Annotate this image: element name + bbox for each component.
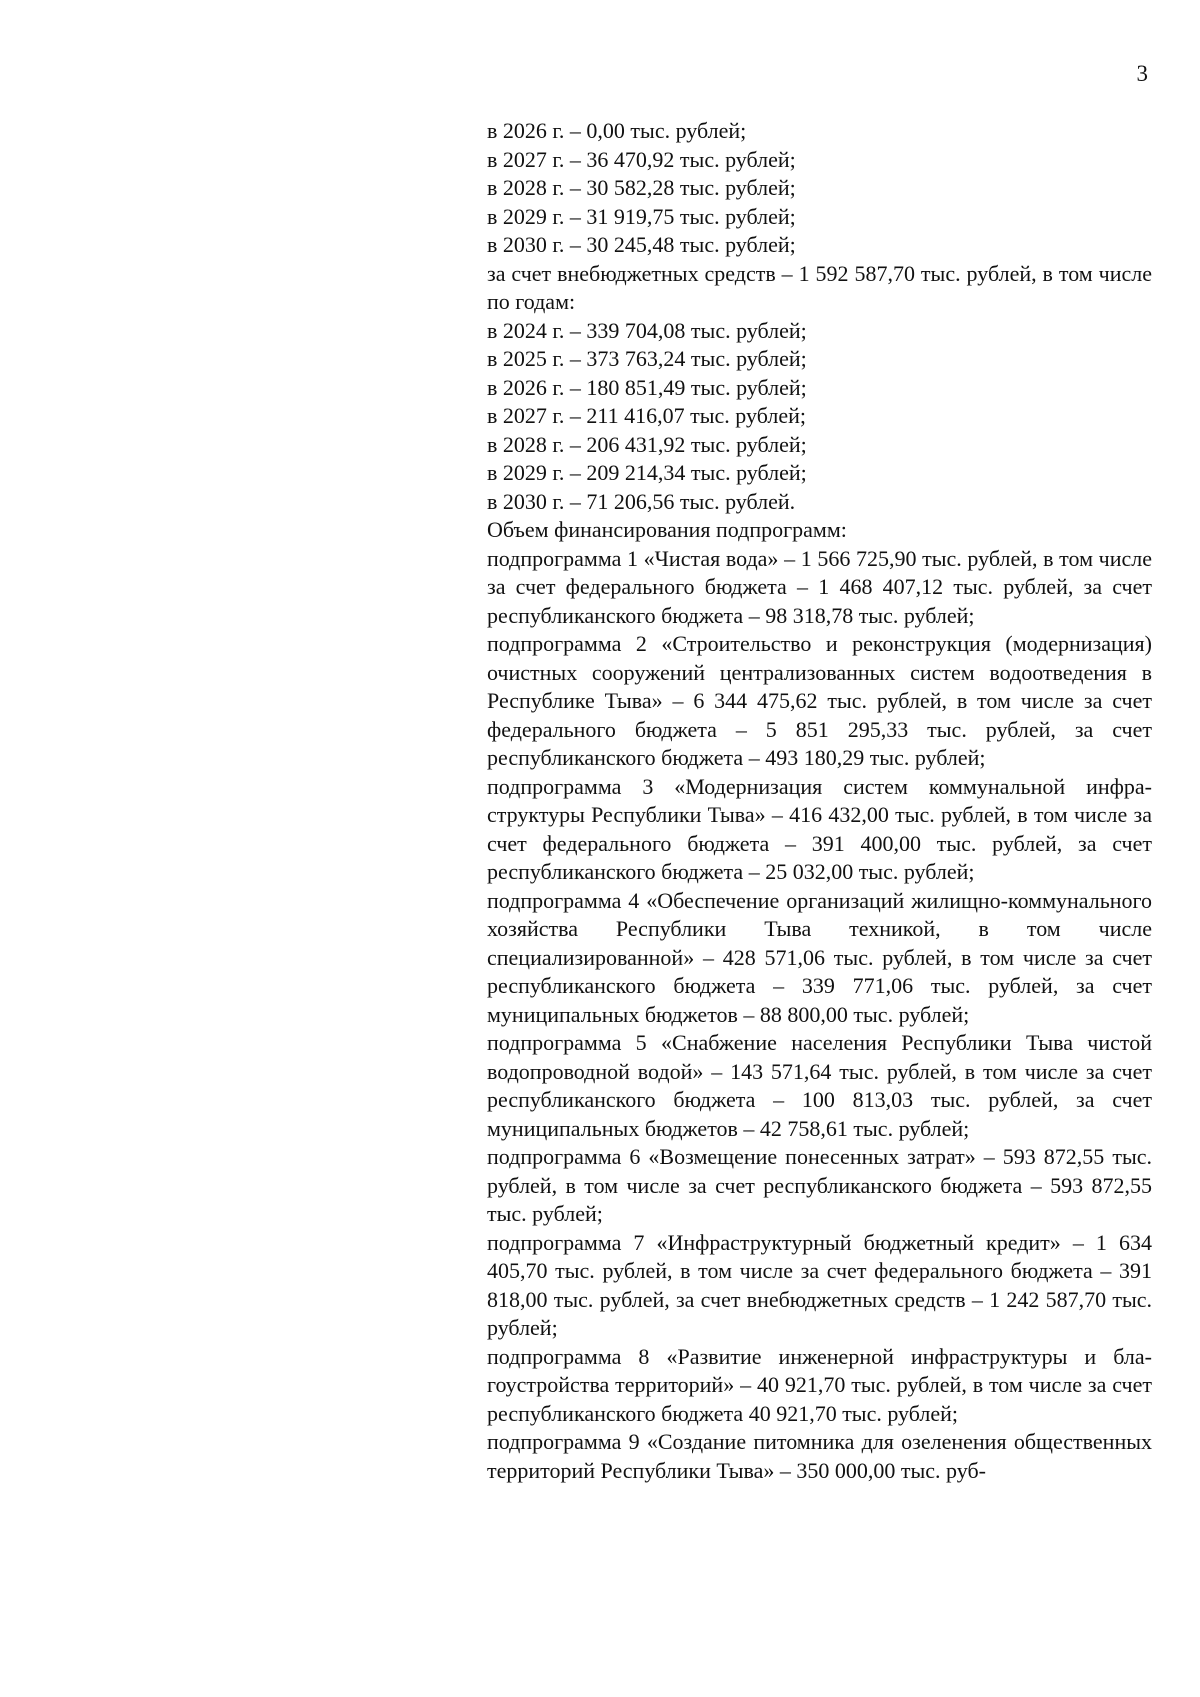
extrabudget-intro: за счет внебюджетных средств – 1 592 587,70 тыс. рублей, в том числе по годам: — [487, 260, 1152, 314]
subprogram-6: подпрограмма 6 «Возмещение понесенных затрат» – 593 872,55 тыс. рублей, в том числе за счет республиканского бюджета – 593 872,55 тыс. рублей; — [487, 1144, 1152, 1226]
extrabudget-year-2028: в 2028 г. – 206 431,92 тыс. рублей; — [487, 431, 807, 457]
year-line-2029: в 2029 г. – 31 919,75 тыс. рублей; — [487, 203, 796, 229]
subprograms-heading: Объем финансирования подпрограмм: — [487, 517, 847, 542]
year-line-2028: в 2028 г. – 30 582,28 тыс. рублей; — [487, 175, 796, 200]
extrabudget-year-2027: в 2027 г. – 211 416,07 тыс. рублей; — [487, 403, 806, 428]
subprogram-2: подпрограмма 2 «Строительство и реконструкция (модернизация) очистных сооружений централизованных систем водоотведения в Республике Тыва» – 6 344 475,62 тыс. рублей, в том числе за счет федерального бюджета – 5 851 295,33 тыс. рублей, за счет республиканского бюджета – 493 180,29 тыс. рублей; — [487, 631, 1152, 770]
subprogram-1: подпрограмма 1 «Чистая вода» – 1 566 725,90 тыс. рублей, в том числе за счет федерального бюджета – 1 468 407,12 тыс. рублей, за счет республиканского бюджета – 98 318,78 тыс. рублей; — [487, 545, 1152, 628]
year-line-2030: в 2030 г. – 30 245,48 тыс. рублей; — [487, 232, 796, 257]
document-body — [487, 117, 1152, 1485]
subprogram-5: подпрограмма 5 «Снабжение населения Республики Тыва чистой водопроводной водой» – 143 571,64 тыс. рублей, в том числе за счет республиканского бюджета – 100 813,03 тыс. рублей, за счет муниципальных бюджетов – 42 758,61 тыс. рублей; — [487, 1030, 1152, 1141]
subprogram-9: подпрограмма 9 «Создание питомника для озеленения общественных территорий Республики Тыва» – 350 000,00 тыс. руб- — [487, 1429, 1152, 1483]
extrabudget-year-2026: в 2026 г. – 180 851,49 тыс. рублей; — [487, 374, 807, 400]
extrabudget-year-2025: в 2025 г. – 373 763,24 тыс. рублей; — [487, 346, 807, 371]
page-number: 3 — [1136, 61, 1148, 86]
year-line-2026: в 2026 г. – 0,00 тыс. рублей; — [487, 118, 747, 143]
year-line-2027: в 2027 г. – 36 470,92 тыс. рублей; — [487, 146, 796, 172]
subprogram-7: подпрограмма 7 «Инфраструктурный бюджетный кредит» – 1 634 405,70 тыс. рублей, в том числе за счет федерального бюджета – 391 818,00 тыс. рублей, за счет внебюджетных средств – 1 242 587,70 тыс. рублей; — [487, 1229, 1152, 1340]
subprogram-3: подпрограмма 3 «Модернизация систем коммунальной инфраструктуры Республики Тыва» – 416 432,00 тыс. рублей, в том числе за счет федерального бюджета – 391 400,00 тыс. рублей, за счет республиканского бюджета – 25 032,00 тыс. рублей; — [487, 773, 1152, 884]
extrabudget-year-2024: в 2024 г. – 339 704,08 тыс. рублей; — [487, 317, 807, 343]
subprogram-4: подпрограмма 4 «Обеспечение организаций жилищно-коммунального хозяйства Республики Тыва техникой, в том числе специализированной» – 428 571,06 тыс. рублей, в том числе за счет республиканского бюджета – 339 771,06 тыс. рублей, за счет муниципальных бюджетов – 88 800,00 тыс. рублей; — [487, 887, 1152, 1027]
extrabudget-year-2030: в 2030 г. – 71 206,56 тыс. рублей. — [487, 488, 796, 514]
extrabudget-year-2029: в 2029 г. – 209 214,34 тыс. рублей; — [487, 460, 807, 485]
subprogram-8: подпрограмма 8 «Развитие инженерной инфраструктуры и благоустройства территорий» – 40 921,70 тыс. рублей, в том числе за счет республиканского бюджета 40 921,70 тыс. рублей; — [487, 1343, 1152, 1426]
